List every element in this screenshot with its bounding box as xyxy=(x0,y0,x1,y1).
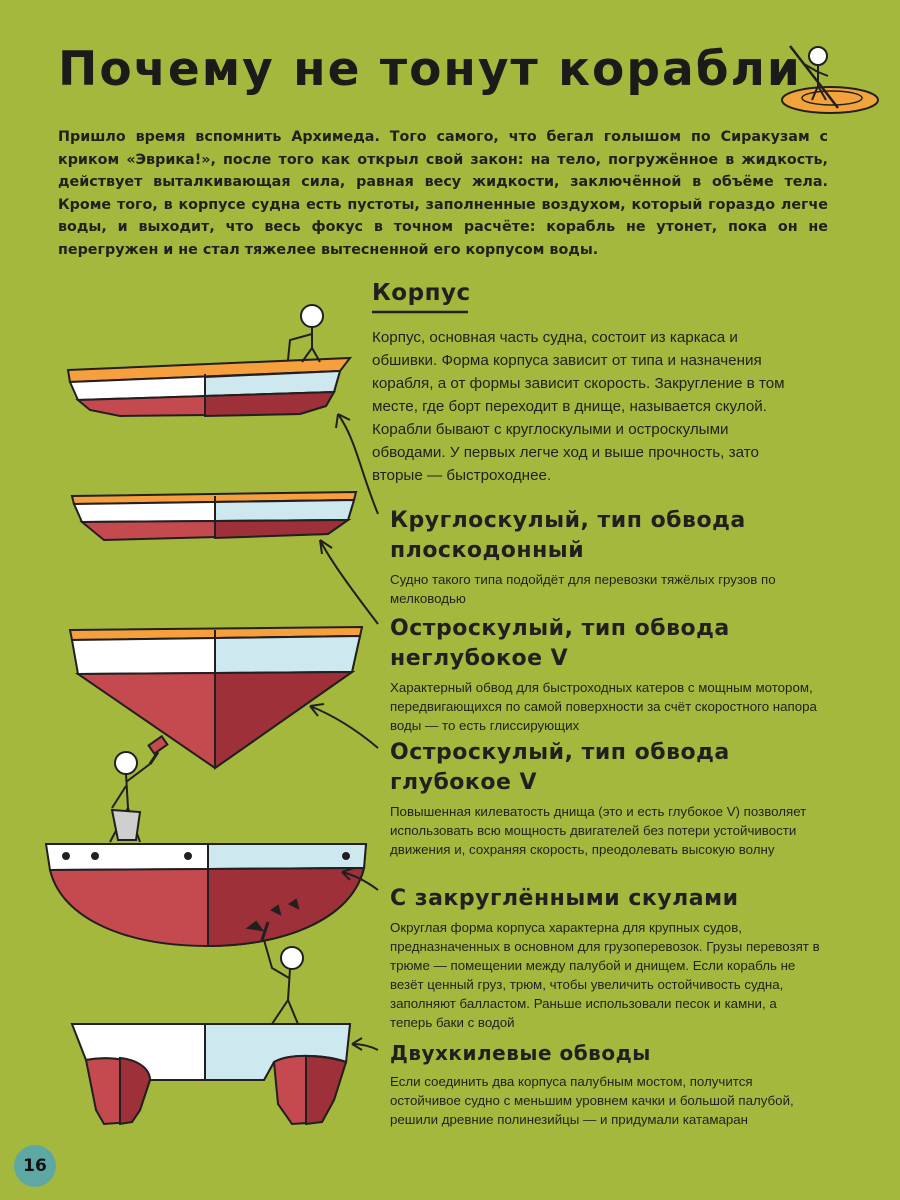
section-title-line1: Двухкилевые обводы xyxy=(390,1041,651,1065)
section-text: Если соединить два корпуса палубным мостом, получится остойчивое судно с меньшим уровнем качки и большой палубой, решили древние полинезийцы — и придумали катамаран xyxy=(390,1074,794,1127)
section-title-line1: Остроскулый, тип обвода xyxy=(390,740,730,765)
hull-catamaran xyxy=(72,1024,350,1124)
section-text: Повышенная килеватость днища (это и есть глубокое V) позволяет использовать всю мощность двигателей без потери устойчивости движения и, сохраняя скорость, преодолевать высокую волну xyxy=(390,804,807,857)
section-text: Округлая форма корпуса характерна для крупных судов, предназначенных в основном для грузоперевозок. Грузы перевозят в трюме — помещении между палубой и днищем. Если корабль не везёт ценный груз, трюм, чтобы увеличить остойчивость судна, заполняют балластом. Раньше использовали песок и камни, а теперь баки с водой xyxy=(390,920,820,1030)
intro-paragraph: Пришло время вспомнить Архимеда. Того самого, что бегал голышом по Сиракузам с криком «Эврика!», после того как открыл свой закон: на тело, погружённое в жидкость, действует выталкивающая сила, равная весу жидкости, заключённой в объёме тела. Кроме того, в корпусе судна есть пустоты, заполненные воздухом, который гораздо легче воды, и выходит, что весь фокус в точном расчёте: корабль не утонет, пока он не перегружен и не стал тяжелее вытесненной его корпусом воды. xyxy=(58,129,828,258)
hull-flat-bottom xyxy=(72,492,356,540)
section-title-line1: Круглоскулый, тип обвода xyxy=(390,508,746,533)
hull-description: Корпус, основная часть судна, состоит из каркаса и обшивки. Форма корпуса зависит от типа и назначения корабля, а от формы зависит скорость. Закругление в том месте, где борт переходит в днище, называется скулой. Корабли бывают с круглоскулыми и остроскулыми обводами. У первых легче ход и выше прочность, зато вторые — быстроходнее. xyxy=(372,329,785,484)
section-title-line2: плоскодонный xyxy=(390,538,585,563)
painter-figure-icon xyxy=(110,736,167,842)
section-round-flat xyxy=(390,506,830,608)
section-text: Судно такого типа подойдёт для перевозки тяжёлых грузов по мелководью xyxy=(390,572,776,606)
hull-section xyxy=(372,278,471,308)
section-title-line2: глубокое V xyxy=(390,770,538,795)
hull-basic xyxy=(68,305,350,416)
section-deep-v xyxy=(390,738,830,859)
section-shallow-v xyxy=(390,614,830,735)
section-text: Характерный обвод для быстроходных катеров с мощным мотором, передвигающихся по самой поверхности за счёт скоростного напора воды — то есть глиссирующих xyxy=(390,680,817,733)
hull-shallow-v xyxy=(70,627,362,768)
page-title: Почему не тонут корабли xyxy=(58,42,802,97)
hull-rounded xyxy=(46,844,366,946)
hull-heading: Корпус xyxy=(372,280,471,306)
section-title-line2: неглубокое V xyxy=(390,646,569,671)
section-rounded xyxy=(390,884,830,1032)
page-number: 16 xyxy=(14,1145,56,1187)
section-title-line1: Остроскулый, тип обвода xyxy=(390,616,730,641)
section-title-line1: С закруглёнными скулами xyxy=(390,886,739,911)
section-catamaran xyxy=(390,1038,830,1129)
